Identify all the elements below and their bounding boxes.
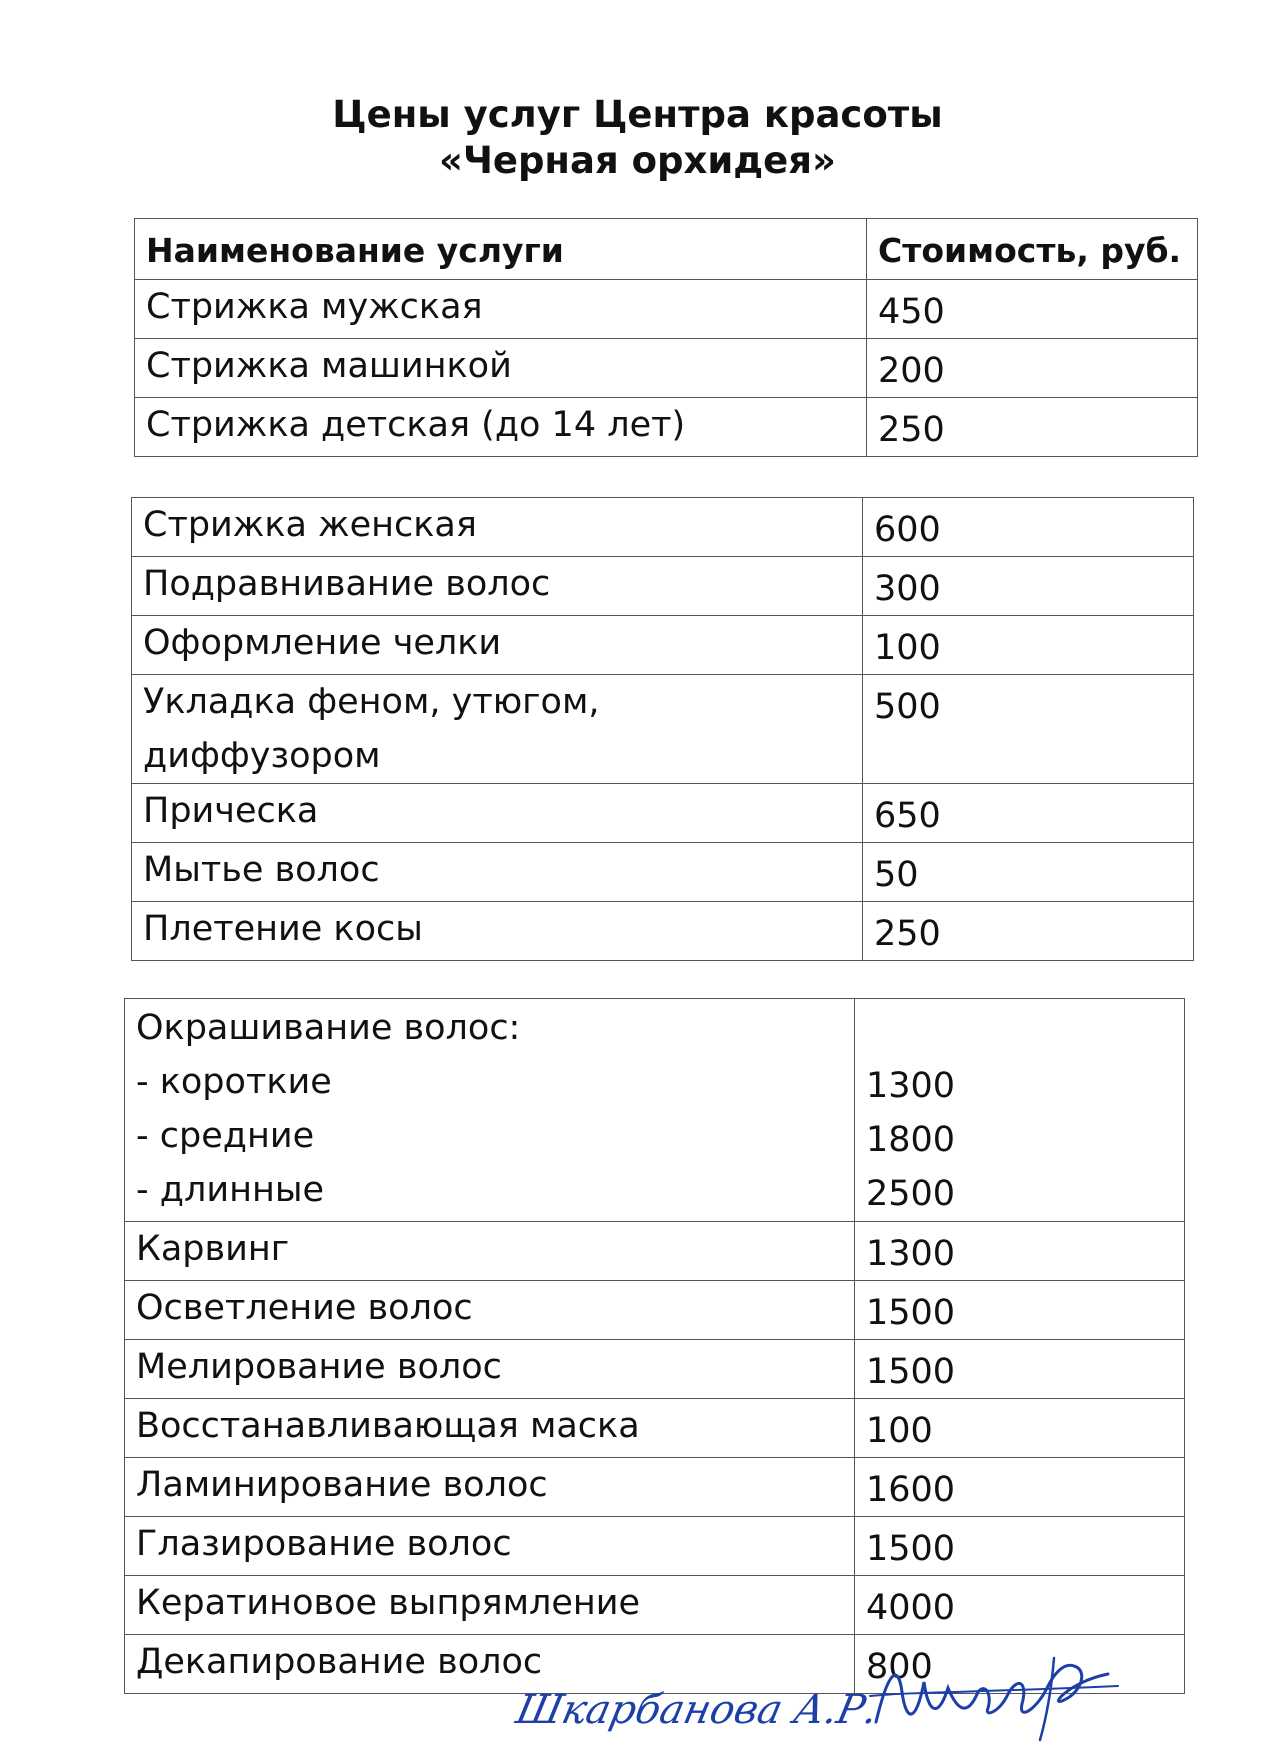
service-cost: 4000	[855, 1576, 1185, 1635]
table-row	[132, 675, 1194, 784]
table-row	[125, 999, 1185, 1222]
title-line-2: «Черная орхидея»	[439, 139, 836, 182]
table-row	[135, 339, 1198, 398]
service-name	[125, 999, 855, 1222]
service-cost: 200	[867, 339, 1198, 398]
coloring-option-cost: 2500	[866, 1174, 956, 1214]
service-cost: 100	[855, 1399, 1185, 1458]
service-name: Стрижка детская (до 14 лет)	[135, 398, 867, 457]
service-cost: 500	[863, 675, 1194, 784]
service-name	[132, 675, 863, 784]
service-cost: 600	[863, 498, 1194, 557]
header-service-name: Наименование услуги	[135, 219, 867, 280]
service-cost: 250	[863, 902, 1194, 961]
service-name: Ламинирование волос	[125, 1458, 855, 1517]
service-cost: 800	[855, 1635, 1185, 1694]
table-row	[132, 498, 1194, 557]
service-name: Стрижка женская	[132, 498, 863, 557]
coloring-option-cost: 1800	[866, 1120, 956, 1160]
table-row	[125, 1222, 1185, 1281]
table-row	[132, 616, 1194, 675]
coloring-option-label: - средние	[136, 1116, 315, 1156]
table-row	[125, 1281, 1185, 1340]
table-row	[125, 1399, 1185, 1458]
service-cost: 100	[863, 616, 1194, 675]
service-cost: 250	[867, 398, 1198, 457]
signature-name: Шкарбанова А.Р.	[512, 1687, 883, 1733]
coloring-option-cost: 1300	[866, 1066, 956, 1106]
service-name: Карвинг	[125, 1222, 855, 1281]
service-cost: 50	[863, 843, 1194, 902]
signature-mark	[868, 1652, 1128, 1742]
price-table-1	[134, 218, 1198, 457]
table-row	[132, 902, 1194, 961]
table-row	[125, 1576, 1185, 1635]
table-row	[135, 398, 1198, 457]
table-row	[125, 1458, 1185, 1517]
service-cost	[855, 999, 1185, 1222]
table-row	[132, 784, 1194, 843]
coloring-option-label: - длинные	[136, 1170, 325, 1210]
table-row	[125, 1340, 1185, 1399]
table-row	[135, 280, 1198, 339]
service-name: Кератиновое выпрямление	[125, 1576, 855, 1635]
service-cost: 300	[863, 557, 1194, 616]
header-cost: Стоимость, руб.	[867, 219, 1198, 280]
service-name: Мытье волос	[132, 843, 863, 902]
service-name-line-2: диффузором	[143, 736, 381, 776]
service-name: Декапирование волос	[125, 1635, 855, 1694]
service-cost: 650	[863, 784, 1194, 843]
price-table-2	[131, 497, 1194, 961]
service-name: Стрижка мужская	[135, 280, 867, 339]
document-title	[0, 92, 1275, 184]
table-row	[132, 557, 1194, 616]
service-cost: 1300	[855, 1222, 1185, 1281]
service-name: Стрижка машинкой	[135, 339, 867, 398]
table-row	[132, 843, 1194, 902]
coloring-option-label: - короткие	[136, 1062, 332, 1102]
service-name: Прическа	[132, 784, 863, 843]
service-cost: 1600	[855, 1458, 1185, 1517]
service-name: Глазирование волос	[125, 1517, 855, 1576]
service-name-line-1: Укладка феном, утюгом,	[143, 682, 600, 722]
service-name: Плетение косы	[132, 902, 863, 961]
title-line-1: Цены услуг Центра красоты	[332, 93, 943, 136]
service-name-line-1: Окрашивание волос:	[136, 1008, 521, 1048]
service-name: Оформление челки	[132, 616, 863, 675]
service-cost: 1500	[855, 1340, 1185, 1399]
service-name: Осветление волос	[125, 1281, 855, 1340]
table-header-row	[135, 219, 1198, 280]
table-row	[125, 1517, 1185, 1576]
service-name: Восстанавливающая маска	[125, 1399, 855, 1458]
service-cost: 1500	[855, 1517, 1185, 1576]
service-cost: 1500	[855, 1281, 1185, 1340]
price-table-3	[124, 998, 1185, 1694]
service-name: Подравнивание волос	[132, 557, 863, 616]
service-cost: 450	[867, 280, 1198, 339]
service-name: Мелирование волос	[125, 1340, 855, 1399]
